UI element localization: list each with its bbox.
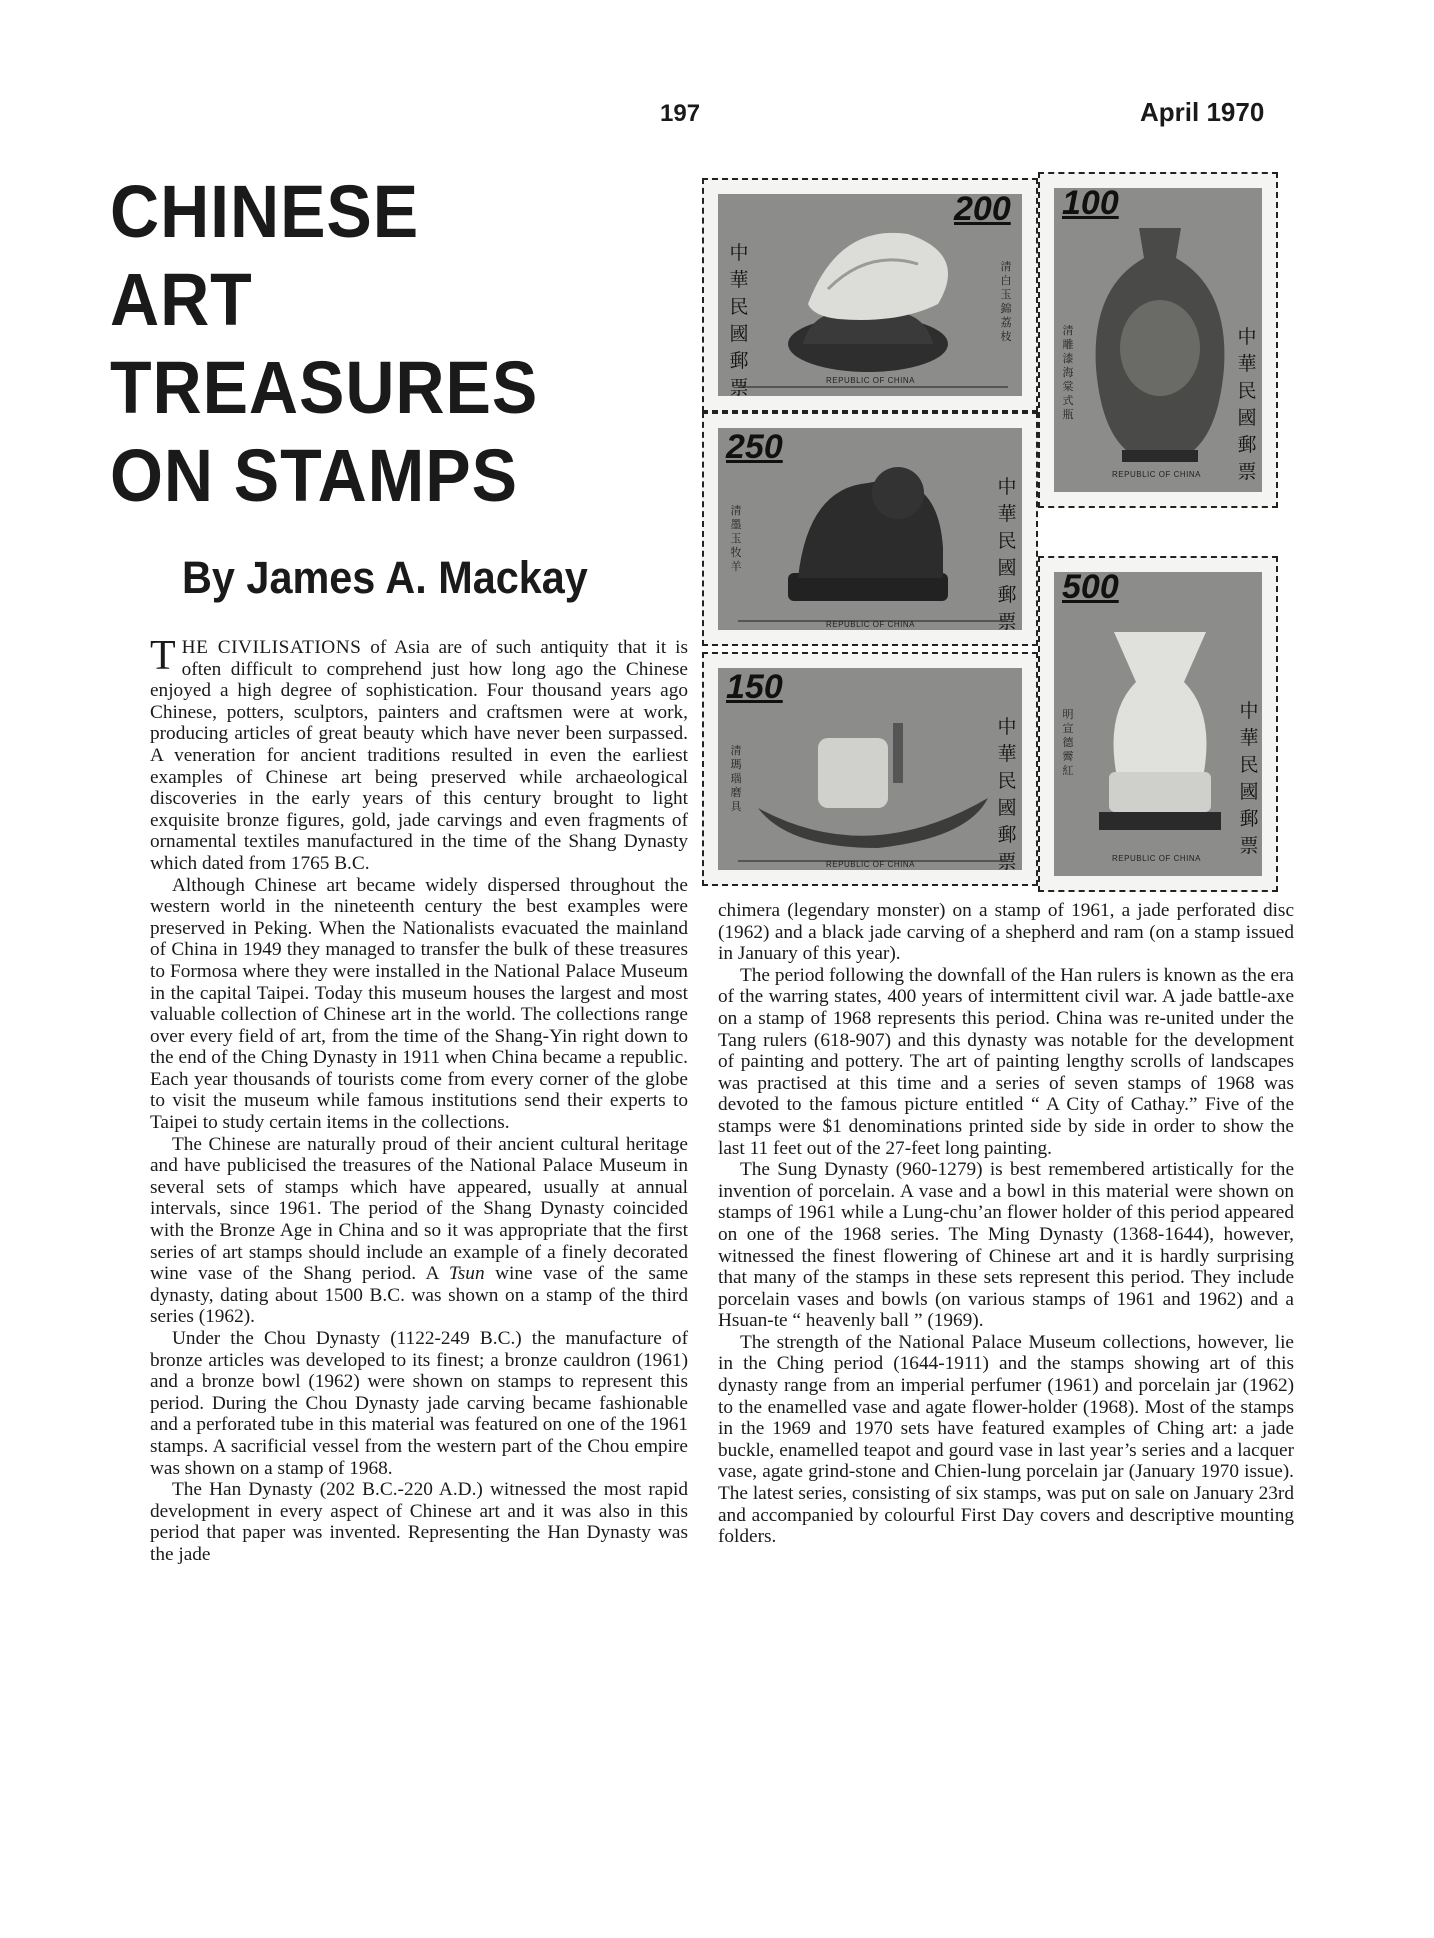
title-line: TREASURES	[110, 346, 539, 429]
stamp-value: 150	[726, 668, 783, 706]
paragraph: Although Chinese art became widely dispersed throughout the western world in the nineteenth century the best examples were preserved in Peking. When the Nationalists evacuated the mainland of China in 1949 they managed to transfer the bulk of these treasures to Formosa where they were installed in the National Palace Museum in the capital Taipei. Today this museum houses the largest and most valuable collection of Chinese art in the world. The collections range over every field of art, from the time of the Shang-Yin right down to the end of the Ching Dynasty in 1911 when China became a republic. Each year thousands of tourists come from every corner of the globe to visit the museum while famous institutions send their experts to Taipei to study certain items in the collections.	[150, 874, 688, 1134]
stamp-value: 500	[1062, 568, 1119, 606]
stamp-country-label: REPUBLIC OF CHINA	[826, 620, 915, 629]
stamp-country-chars: 中華民國郵票	[1239, 700, 1259, 857]
stamp-150-agate-grindstone	[702, 652, 1038, 886]
stamp-country-chars: 中華民國郵票	[997, 476, 1017, 633]
paragraph: The strength of the National Palace Museum collections, however, lie in the Ching period (1644-1911) and the stamps showing art of this dynasty range from an imperial perfumer (1961) and porcelain jar (1962) to the enamelled vase and agate flower-holder (1968). Most of the stamps in the 1969 and 1970 sets have featured examples of Ching art: a jade buckle, enamelled teapot and gourd vase in last year’s series and a lacquer vase, agate grind-stone and Chien-lung porcelain jar (January 1970 issue). The latest series, consisting of six stamps, was put on sale on January 23rd and accompanied by colourful First Day covers and descriptive mounting folders.	[718, 1331, 1294, 1548]
paragraph: Under the Chou Dynasty (1122-249 B.C.) the manufacture of bronze articles was developed to its finest; a bronze cauldron (1961) and a bronze bowl (1962) were shown on stamps to represent this period. During the Chou Dynasty jade carving became fashionable and a perforated tube in this material was featured on one of the 1961 stamps. A sacrificial vessel from the western part of the Chou empire was shown on a stamp of 1968.	[150, 1328, 688, 1479]
stamp-500-porcelain-jar	[1038, 556, 1278, 892]
stamp-caption: 清白玉錦荔枝	[1000, 260, 1012, 343]
paragraph-text: wine vase of the same dynasty, dating about 1500 B.C. was shown on a stamp of the third series (1962).	[150, 1263, 688, 1328]
paragraph	[150, 1134, 688, 1328]
title-line: CHINESE	[110, 170, 420, 253]
stamp-caption: 清瑪瑙磨具	[730, 744, 742, 813]
stamp-caption: 清雕漆海棠式瓶	[1062, 324, 1074, 421]
paragraph: The Han Dynasty (202 B.C.-220 A.D.) witnessed the most rapid development in every aspect of Chinese art and it was also in this period that paper was invented. Representing the Han Dynasty was the jade	[150, 1479, 688, 1565]
lead-in: HE CIVILISATIONS	[181, 637, 362, 658]
page-number: 197	[660, 100, 701, 127]
stamp-image	[1054, 188, 1262, 492]
byline: By James A. Mackay	[182, 552, 588, 603]
drop-cap: T	[150, 633, 176, 679]
lacquer-vase-illustration	[1054, 188, 1266, 496]
stamp-250-black-jade	[702, 412, 1038, 646]
stamp-country-chars: 中華民國郵票	[997, 716, 1017, 873]
stamp-country-label: REPUBLIC OF CHINA	[1112, 470, 1201, 479]
stamp-country-label: REPUBLIC OF CHINA	[826, 860, 915, 869]
porcelain-vase-illustration	[1054, 572, 1266, 880]
article-title	[110, 168, 630, 520]
stamp-100-lacquer-vase	[1038, 172, 1278, 508]
title-line: ON STAMPS	[110, 434, 518, 517]
paragraph: The period following the downfall of the Han rulers is known as the era of the warring states, 400 years of intermittent civil war. A jade battle-axe on a stamp of 1968 represents this period. China was re-united under the Tang rulers (618-907) and this dynasty was notable for the development of painting and pottery. The art of painting lengthy scrolls of landscapes was practised at this time and a series of seven stamps of 1968 was devoted to the famous picture entitled “ A City of Cathay.” Five of the stamps were $1 denominations printed side by side in order to show the last 11 feet out of the 27-feet long painting.	[718, 964, 1294, 1159]
stamp-country-label: REPUBLIC OF CHINA	[826, 376, 915, 385]
stamp-country-label: REPUBLIC OF CHINA	[1112, 854, 1201, 863]
issue-date: April 1970	[1140, 97, 1265, 127]
paragraph-text: of Asia are of such antiquity that it is often difficult to comprehend just how long ago the Chinese enjoyed a high degree of sophistication. Four thousand years ago Chinese, potters, sculptors, painters and craftsmen were at work, producing articles of great beauty which have never been surpassed. A veneration for ancient traditions resulted in even the earliest examples of Chinese art being preserved while archaeological discoveries in the early years of this century brought to light exquisite bronze figures, gold, jade carvings and even fragments of ornamental textiles manufactured in the time of the Shang Dynasty which dated from 1765 B.C.	[150, 637, 688, 874]
stamp-value: 100	[1062, 184, 1119, 222]
stamp-caption: 清墨玉牧羊	[730, 504, 742, 573]
stamp-image	[1054, 572, 1262, 876]
stamp-caption: 明宣德霽紅	[1062, 708, 1074, 777]
paragraph: The Sung Dynasty (960-1279) is best remembered artistically for the invention of porcelain. A vase and a bowl in this material were shown on stamps of 1961 while a Lung-chu’an flower holder of this period appeared on one of the 1968 series. The Ming Dynasty (1368-1644), however, witnessed the finest flowering of Chinese art and it is hardly surprising that many of the stamps in these sets represent this period. They include porcelain vases and bowls (on various stamps of 1961 and 1962) and a Hsuan-te “ heavenly ball ” (1969).	[718, 1159, 1294, 1332]
stamp-value: 200	[954, 190, 1011, 228]
paragraph: chimera (legendary monster) on a stamp of 1961, a jade perforated disc (1962) and a black jade carving of a shepherd and ram (on a stamp issued in January of this year).	[718, 900, 1294, 965]
italic-term: Tsun	[448, 1263, 485, 1285]
stamp-value: 250	[726, 428, 783, 466]
article-column-left	[150, 633, 688, 1566]
stamp-country-chars: 中華民國郵票	[729, 242, 749, 399]
stamp-country-chars: 中華民國郵票	[1237, 326, 1257, 483]
stamp-200-jade-lychee	[702, 178, 1038, 412]
paragraph-text: The Chinese are naturally proud of their ancient cultural heritage and have publicised the treasures of the National Palace Museum in several sets of stamps which have appeared, usually at annual intervals, since 1961. The period of the Shang Dynasty coincided with the Bronze Age in China and so it was appropriate that the first series of art stamps should include an example of a finely decorated wine vase of the Shang period. A	[150, 1133, 688, 1285]
title-line: ART	[110, 258, 253, 341]
paragraph	[150, 633, 688, 875]
article-column-right	[718, 900, 1294, 1548]
